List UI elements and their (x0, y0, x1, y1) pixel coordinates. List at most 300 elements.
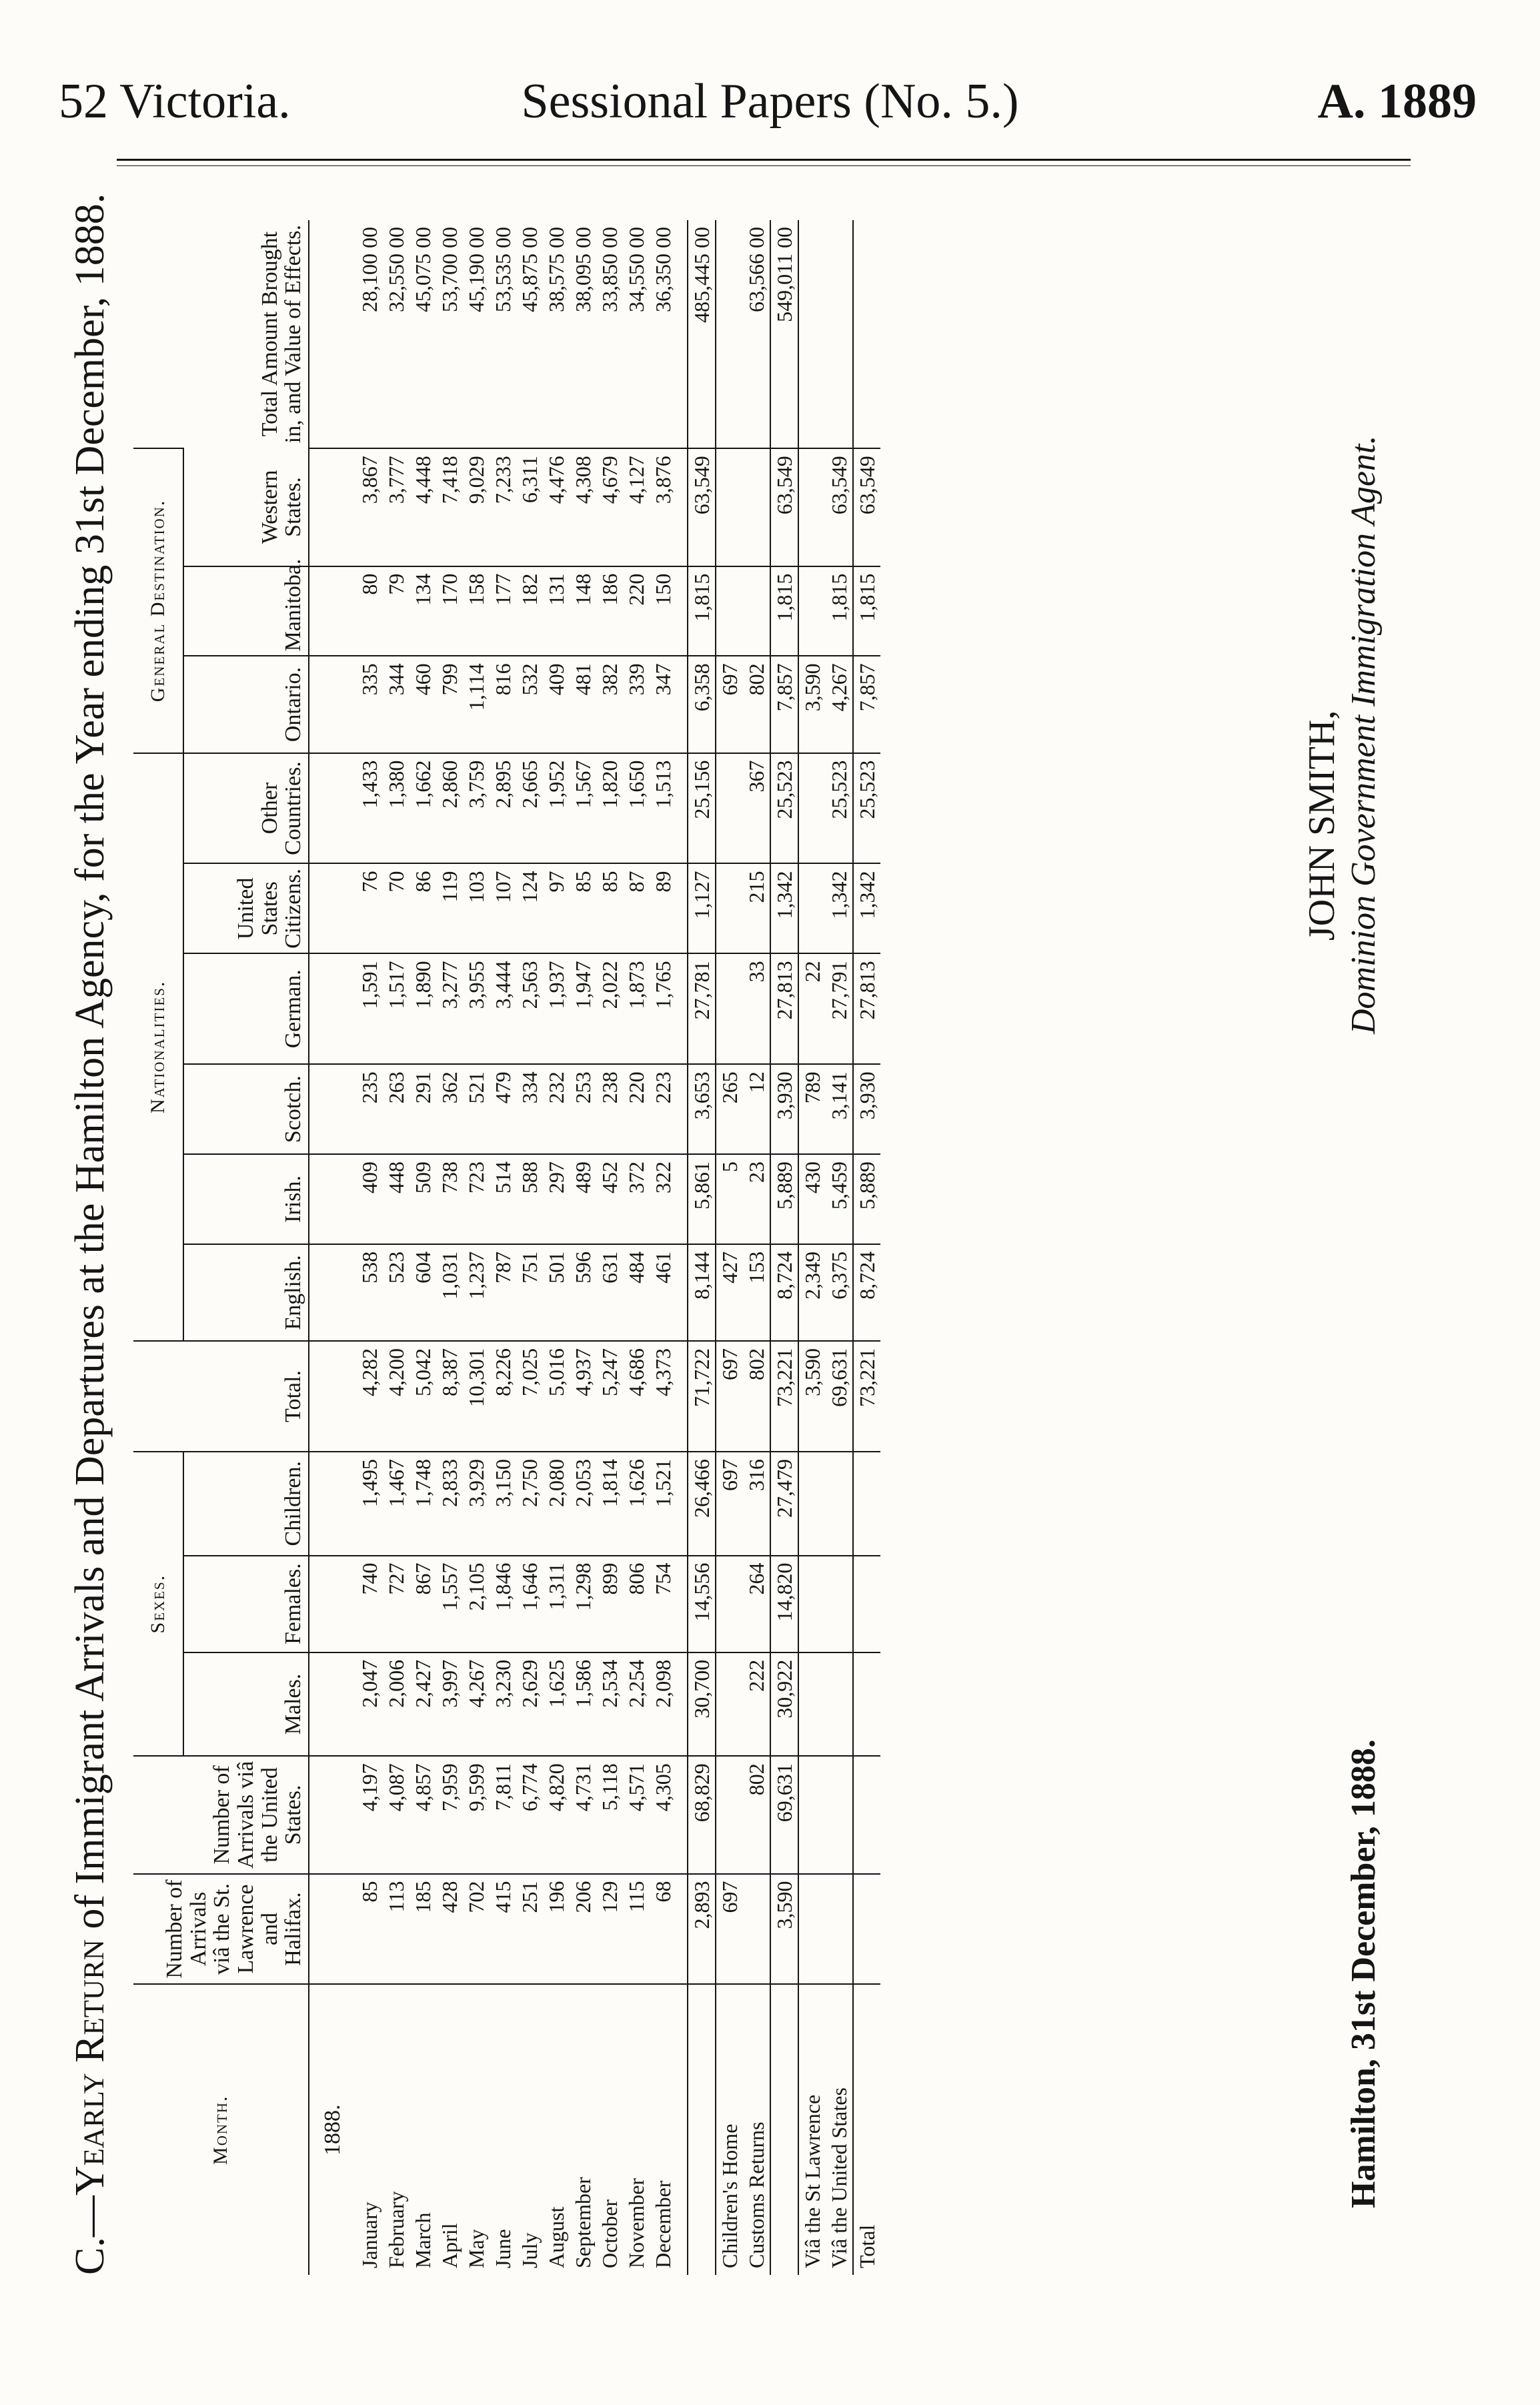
cell: 45,875 00 (518, 227, 542, 312)
col-header: Scotch. (183, 1064, 309, 1154)
month-row (463, 220, 490, 2275)
cell: 297 (543, 1154, 570, 1244)
cell: 131 (543, 566, 570, 656)
cell: 723 (463, 1154, 490, 1244)
cell: 9,029 (463, 448, 490, 566)
cell: 5,118 (596, 1756, 623, 1873)
cell: 3,997 (436, 1652, 463, 1757)
cell: 501 (543, 1244, 570, 1341)
cell: 1,433 (356, 753, 383, 864)
cell: 70 (383, 864, 410, 954)
cell (798, 1452, 826, 1556)
cell: 409 (356, 1154, 383, 1244)
cell: 523 (383, 1244, 410, 1341)
cell: 448 (383, 1154, 410, 1244)
cell (798, 220, 826, 448)
year-label: 1888. (309, 1984, 356, 2275)
cell: 2,254 (623, 1652, 650, 1757)
cell: 787 (490, 1244, 516, 1341)
cell: 3,759 (463, 753, 490, 864)
row-label: Viâ the United States (826, 1984, 853, 2275)
cell: 2,534 (596, 1652, 623, 1757)
cell: 1,517 (383, 953, 410, 1064)
header-year: A. 1889 (1317, 74, 1477, 129)
cell: 63,549 (688, 448, 716, 566)
cell: 89 (650, 864, 676, 954)
col-header: Irish. (183, 1154, 309, 1244)
title-prefix: C.— (67, 2196, 113, 2275)
cell: 5,889 (770, 1154, 798, 1244)
cell: 53,700 00 (438, 227, 462, 312)
cell: 339 (623, 656, 650, 753)
cell: 6,311 (516, 448, 543, 566)
row-label: Viâ the St Lawrence (798, 1984, 826, 2275)
cell: 3,444 (490, 953, 516, 1064)
cell: 4,267 (826, 656, 853, 753)
cell: 5,459 (826, 1154, 853, 1244)
cell: 1,513 (650, 753, 676, 864)
cell: 7,233 (490, 448, 516, 566)
cell: 372 (623, 1154, 650, 1244)
cell (826, 1556, 853, 1652)
cell: 8,724 (770, 1244, 798, 1341)
cell: 85 (356, 1874, 383, 1985)
cell: 334 (516, 1064, 543, 1154)
month-row (356, 220, 383, 2275)
cell: 899 (596, 1556, 623, 1652)
cell: 27,813 (770, 953, 798, 1064)
cell: 73,221 (770, 1341, 798, 1452)
row-label (688, 1984, 716, 2275)
month-header: Month. (133, 1984, 309, 2275)
cell: 1,952 (543, 753, 570, 864)
cell: 1,311 (543, 1556, 570, 1652)
cell: 489 (570, 1154, 596, 1244)
cell: 1,591 (356, 953, 383, 1064)
cell: 485,445 00 (688, 220, 716, 448)
cell (798, 864, 826, 954)
cell: 238 (596, 1064, 623, 1154)
cell: 588 (516, 1154, 543, 1244)
cell: 1,342 (770, 864, 798, 954)
cell: 196 (543, 1874, 570, 1985)
cell: 186 (596, 566, 623, 656)
cell: 27,791 (826, 953, 853, 1064)
col-header: Ontario. (183, 656, 309, 753)
cell: 1,890 (410, 953, 436, 1064)
cell (853, 1556, 880, 1652)
cell: 697 (716, 656, 743, 753)
row-label: May (463, 1984, 490, 2275)
cell: 68,829 (688, 1756, 716, 1873)
return-table-body (309, 220, 880, 2275)
cell: 751 (516, 1244, 543, 1341)
month-row (436, 220, 463, 2275)
cell: 3,929 (463, 1452, 490, 1556)
cell: 697 (716, 1341, 743, 1452)
cell: 124 (516, 864, 543, 954)
month-row (623, 220, 650, 2275)
col-header: Number of Arrivals viâ the St. Lawrence and Halifax. (133, 1874, 309, 1985)
cell: 1,586 (570, 1652, 596, 1757)
title-smallcaps: Yearly Return (67, 1939, 113, 2196)
cell: 347 (650, 656, 676, 753)
cell: 1,467 (383, 1452, 410, 1556)
cell: 119 (436, 864, 463, 954)
cell (798, 1874, 826, 1985)
cell: 2,750 (516, 1452, 543, 1556)
cell: 79 (383, 566, 410, 656)
extra-row (716, 220, 743, 2275)
row-label: Children's Home (716, 1984, 743, 2275)
cell: 484 (623, 1244, 650, 1341)
cell: 3,277 (436, 953, 463, 1064)
cell: 206 (570, 1874, 596, 1985)
cell: 316 (743, 1452, 770, 1556)
rotated-return (60, 180, 1394, 2302)
cell: 8,387 (436, 1341, 463, 1452)
cell: 253 (570, 1064, 596, 1154)
cell: 34,550 00 (624, 227, 648, 312)
row-label: March (410, 1984, 436, 2275)
cell: 27,479 (770, 1452, 798, 1556)
month-row (543, 220, 570, 2275)
cell (798, 1556, 826, 1652)
cell: 409 (543, 656, 570, 753)
cell: 7,418 (436, 448, 463, 566)
row-label: Total (853, 1984, 880, 2275)
cell: 8,724 (853, 1244, 880, 1341)
cell: 5,247 (596, 1341, 623, 1452)
cell: 158 (463, 566, 490, 656)
cell: 2,860 (436, 753, 463, 864)
cell: 2,629 (516, 1652, 543, 1757)
return-table (133, 220, 880, 2275)
cell: 87 (623, 864, 650, 954)
cell: 3,590 (798, 1341, 826, 1452)
cell: 4,305 (650, 1756, 676, 1873)
header-session: 52 Victoria. (59, 74, 291, 129)
cell: 223 (650, 1064, 676, 1154)
cell: 2,006 (383, 1652, 410, 1757)
col-header: Total. (133, 1341, 309, 1452)
cell: 427 (716, 1244, 743, 1341)
row-label: April (436, 1984, 463, 2275)
return-table-wrap (133, 220, 880, 2275)
cell: 6,375 (826, 1244, 853, 1341)
cell: 382 (596, 656, 623, 753)
cell: 806 (623, 1556, 650, 1652)
cell: 2,895 (490, 753, 516, 864)
cell: 33,850 00 (598, 227, 622, 312)
month-row (650, 220, 676, 2275)
month-row (490, 220, 516, 2275)
cell: 38,575 00 (544, 227, 568, 312)
header-rule-thin (117, 165, 1411, 166)
cell: 1,567 (570, 753, 596, 864)
cell: 3,777 (383, 448, 410, 566)
cell (826, 220, 853, 448)
col-header: Other Countries. (183, 753, 309, 864)
cell (743, 448, 770, 566)
cell: 265 (716, 1064, 743, 1154)
cell (743, 1874, 770, 1985)
cell (798, 753, 826, 864)
cell (826, 1756, 853, 1873)
cell: 220 (623, 566, 650, 656)
nationalities-group-header: Nationalities. (133, 753, 183, 1341)
month-row (410, 220, 436, 2275)
cell: 697 (716, 1874, 743, 1985)
cell: 25,523 (770, 753, 798, 864)
cell (743, 566, 770, 656)
cell: 23 (743, 1154, 770, 1244)
cell: 291 (410, 1064, 436, 1154)
year-row (309, 220, 356, 2275)
row-label: October (596, 1984, 623, 2275)
cell: 22 (798, 953, 826, 1064)
extra-row (743, 220, 770, 2275)
cell: 538 (356, 1244, 383, 1341)
cell: 727 (383, 1556, 410, 1652)
cell: 1,650 (623, 753, 650, 864)
cell: 479 (490, 1064, 516, 1154)
cell: 4,282 (356, 1341, 383, 1452)
cell: 1,646 (516, 1556, 543, 1652)
cell: 38,095 00 (571, 227, 595, 312)
cell: 604 (410, 1244, 436, 1341)
cell: 177 (490, 566, 516, 656)
cell: 481 (570, 656, 596, 753)
cell: 129 (596, 1874, 623, 1985)
cell (826, 1452, 853, 1556)
cell: 45,190 00 (464, 227, 488, 312)
cell: 335 (356, 656, 383, 753)
cell: 1,031 (436, 1244, 463, 1341)
row-label (770, 1984, 798, 2275)
cell: 263 (383, 1064, 410, 1154)
cell: 14,820 (770, 1556, 798, 1652)
cell: 3,141 (826, 1064, 853, 1154)
cell: 428 (436, 1874, 463, 1985)
cell: 1,815 (826, 566, 853, 656)
cell: 1,380 (383, 753, 410, 864)
grand-total-row (770, 220, 798, 2275)
cell: 30,700 (688, 1652, 716, 1757)
cell: 3,867 (356, 448, 383, 566)
signature-name: JOHN SMITH, (1301, 710, 1343, 941)
cell (798, 448, 826, 566)
cell: 509 (410, 1154, 436, 1244)
title-rest: of Immigrant Arrivals and Departures at the Hamilton Agency, for the Year ending 31st December, 1888. (67, 193, 113, 1940)
cell: 27,781 (688, 953, 716, 1064)
cell: 2,105 (463, 1556, 490, 1652)
page-title (60, 193, 120, 2275)
row-label: February (383, 1984, 410, 2275)
cell: 134 (410, 566, 436, 656)
cell: 71,722 (688, 1341, 716, 1452)
cell: 107 (490, 864, 516, 954)
cell: 4,200 (383, 1341, 410, 1452)
cell: 415 (490, 1874, 516, 1985)
cell: 867 (410, 1556, 436, 1652)
cell: 754 (650, 1556, 676, 1652)
cell: 631 (596, 1244, 623, 1341)
cell: 2,563 (516, 953, 543, 1064)
col-header: Children. (183, 1452, 309, 1556)
col-header: Number of Arrivals viâ the United States. (133, 1756, 309, 1873)
cell: 1,820 (596, 753, 623, 864)
cell: 549,011 00 (770, 220, 798, 448)
cell (716, 220, 743, 448)
cell (716, 953, 743, 1064)
month-row (383, 220, 410, 2275)
cell: 1,495 (356, 1452, 383, 1556)
cell: 4,087 (383, 1756, 410, 1873)
cell (853, 1756, 880, 1873)
cell: 25,523 (853, 753, 880, 864)
row-label: November (623, 1984, 650, 2275)
route-row (826, 220, 853, 2275)
cell: 12 (743, 1064, 770, 1154)
cell: 36,350 00 (651, 227, 675, 312)
cell (716, 448, 743, 566)
cell: 3,230 (490, 1652, 516, 1757)
cell: 85 (596, 864, 623, 954)
cell: 63,566 00 (744, 227, 768, 312)
cell: 802 (743, 1756, 770, 1873)
sexes-group-header: Sexes. (133, 1452, 183, 1756)
cell: 1,765 (650, 953, 676, 1064)
cell: 3,150 (490, 1452, 516, 1556)
cell: 816 (490, 656, 516, 753)
cell: 264 (743, 1556, 770, 1652)
row-label: September (570, 1984, 596, 2275)
cell: 740 (356, 1556, 383, 1652)
cell: 1,237 (463, 1244, 490, 1341)
cell: 3,930 (770, 1064, 798, 1154)
subtotal-row (688, 220, 716, 2275)
cell: 4,857 (410, 1756, 436, 1873)
cell: 2,427 (410, 1652, 436, 1757)
cell: 148 (570, 566, 596, 656)
cell (853, 1874, 880, 1985)
cell: 1,815 (853, 566, 880, 656)
cell: 7,857 (853, 656, 880, 753)
cell: 3,653 (688, 1064, 716, 1154)
cell: 7,025 (516, 1341, 543, 1452)
cell: 220 (623, 1064, 650, 1154)
cell: 182 (516, 566, 543, 656)
cell: 1,748 (410, 1452, 436, 1556)
cell: 5,016 (543, 1341, 570, 1452)
cell: 461 (650, 1244, 676, 1341)
cell: 30,922 (770, 1652, 798, 1757)
row-label: August (543, 1984, 570, 2275)
cell: 1,814 (596, 1452, 623, 1556)
final-total-row (853, 220, 880, 2275)
cell: 344 (383, 656, 410, 753)
cell: 7,959 (436, 1756, 463, 1873)
row-label: December (650, 1984, 676, 2275)
cell: 532 (516, 656, 543, 753)
col-header: English. (183, 1244, 309, 1341)
cell: 26,466 (688, 1452, 716, 1556)
spacer-row (676, 220, 688, 2275)
cell: 1,298 (570, 1556, 596, 1652)
cell: 6,358 (688, 656, 716, 753)
cell: 113 (383, 1874, 410, 1985)
cell: 185 (410, 1874, 436, 1985)
cell: 3,930 (853, 1064, 880, 1154)
cell: 2,022 (596, 953, 623, 1064)
col-header: Western States. (183, 448, 309, 566)
cell: 4,476 (543, 448, 570, 566)
cell: 2,098 (650, 1652, 676, 1757)
cell: 69,631 (826, 1341, 853, 1452)
cell: 28,100 00 (357, 227, 381, 312)
cell: 5,889 (853, 1154, 880, 1244)
cell: 2,665 (516, 753, 543, 864)
cell (716, 753, 743, 864)
header-rule (117, 159, 1411, 161)
cell (716, 1652, 743, 1757)
month-row (516, 220, 543, 2275)
cell: 9,599 (463, 1756, 490, 1873)
cell: 222 (743, 1652, 770, 1757)
cell: 1,846 (490, 1556, 516, 1652)
cell: 738 (436, 1154, 463, 1244)
cell: 322 (650, 1154, 676, 1244)
cell: 69,631 (770, 1756, 798, 1873)
cell: 5,861 (688, 1154, 716, 1244)
cell: 80 (356, 566, 383, 656)
cell: 215 (743, 864, 770, 954)
cell: 27,813 (853, 953, 880, 1064)
cell (798, 1756, 826, 1873)
col-header: United States Citizens. (183, 864, 309, 954)
cell: 2,833 (436, 1452, 463, 1556)
cell: 8,226 (490, 1341, 516, 1452)
cell: 10,301 (463, 1341, 490, 1452)
cell: 697 (716, 1452, 743, 1556)
cell: 63,549 (826, 448, 853, 566)
cell: 53,535 00 (491, 227, 515, 312)
cell: 32,550 00 (384, 227, 408, 312)
cell (798, 1652, 826, 1757)
cell: 1,873 (623, 953, 650, 1064)
cell: 2,047 (356, 1652, 383, 1757)
cell: 63,549 (770, 448, 798, 566)
cell: 85 (570, 864, 596, 954)
cell: 68 (650, 1874, 676, 1985)
cell: 596 (570, 1244, 596, 1341)
cell: 4,197 (356, 1756, 383, 1873)
cell: 1,662 (410, 753, 436, 864)
cell (826, 1874, 853, 1985)
cell (716, 1756, 743, 1873)
cell: 86 (410, 864, 436, 954)
header-papers: Sessional Papers (No. 5.) (521, 74, 1019, 129)
cell: 150 (650, 566, 676, 656)
cell: 7,811 (490, 1756, 516, 1873)
destination-group-header: General Destination. (133, 448, 183, 753)
cell (716, 566, 743, 656)
cell: 2,053 (570, 1452, 596, 1556)
cell: 25,523 (826, 753, 853, 864)
cell: 3,955 (463, 953, 490, 1064)
cell: 799 (436, 656, 463, 753)
